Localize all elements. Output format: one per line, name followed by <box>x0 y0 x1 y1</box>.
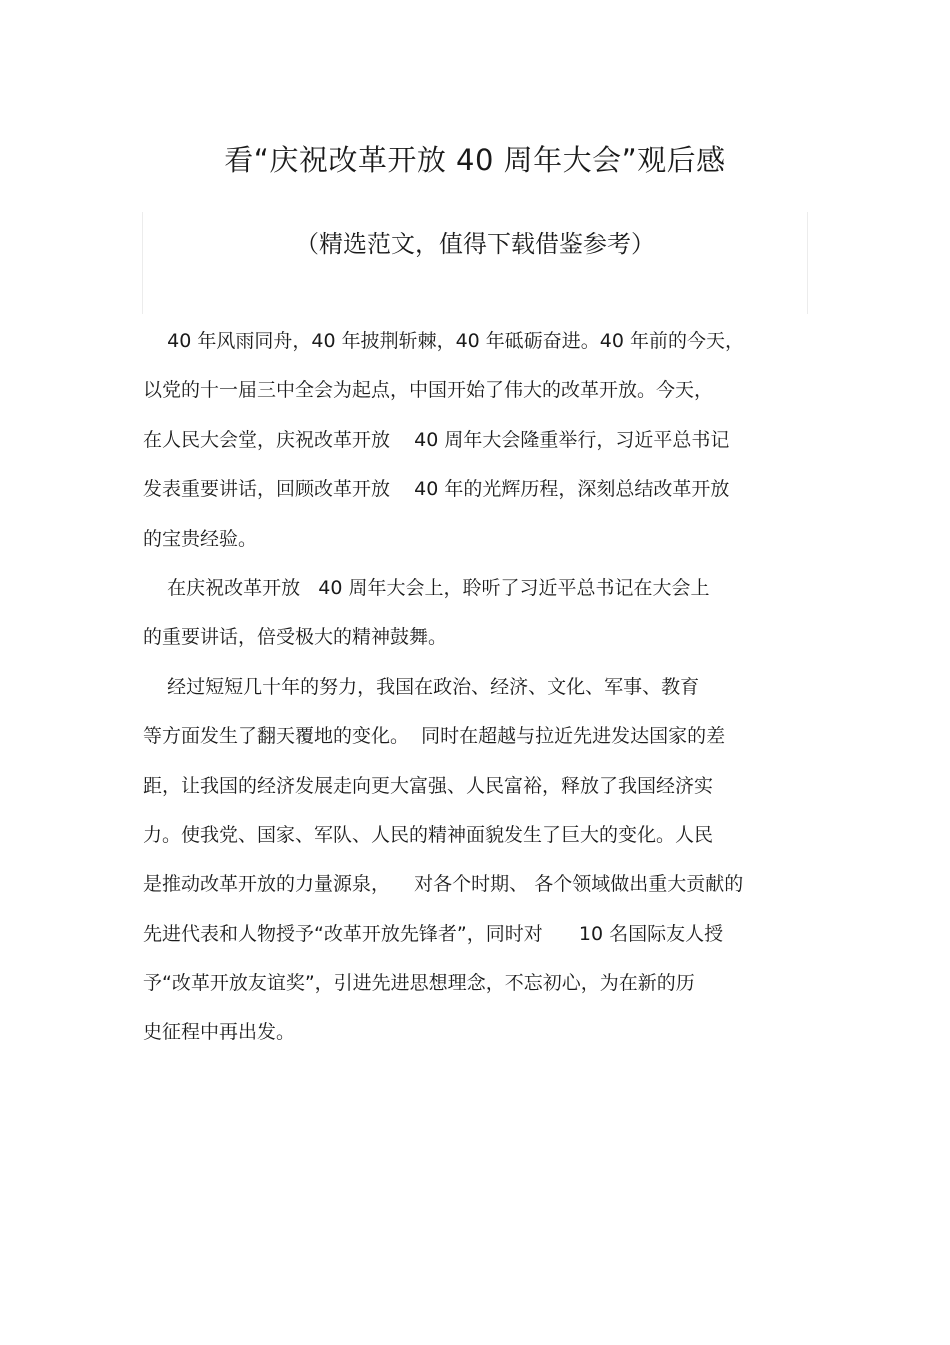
body-line: 先进代表和人物授予“改革开放先锋者”，同时对 10 名国际友人授 <box>143 922 724 945</box>
body-text <box>143 317 803 1058</box>
body-line: 以党的十一届三中全会为起点，中国开始了伟大的改革开放。今天， <box>143 379 714 402</box>
body-line: 发表重要讲话，回顾改革开放 40 年的光辉历程，深刻总结改革开放 <box>143 478 730 501</box>
body-line: 经过短短几十年的努力，我国在政治、经济、文化、军事、教育 <box>143 675 700 698</box>
body-line: 予“改革开放友谊奖”，引进先进思想理念，不忘初心，为在新的历 <box>143 972 695 995</box>
document-subtitle: （精选范文，值得下载借鉴参考） <box>295 230 655 258</box>
body-line: 在人民大会堂，庆祝改革开放 40 周年大会隆重举行，习近平总书记 <box>143 428 730 451</box>
subtitle-frame <box>142 212 808 314</box>
body-line: 力。使我党、国家、军队、人民的精神面貌发生了巨大的变化。人民 <box>143 823 714 846</box>
body-line: 距，让我国的经济发展走向更大富强、人民富裕，释放了我国经济实 <box>143 774 714 797</box>
body-line: 在庆祝改革开放 40 周年大会上，聆听了习近平总书记在大会上 <box>143 576 710 599</box>
body-line: 等方面发生了翻天覆地的变化。 同时在超越与拉近先进发达国家的差 <box>143 725 726 748</box>
body-line: 史征程中再出发。 <box>143 1021 296 1044</box>
body-line: 是推动改革开放的力量源泉， 对各个时期、 各个领域做出重大贡献的 <box>143 873 744 896</box>
body-line: 的宝贵经验。 <box>143 527 258 550</box>
body-line: 40 年风雨同舟，40 年披荆斩棘，40 年砥砺奋进。40 年前的今天， <box>143 330 745 352</box>
document-title: 看“庆祝改革开放 40 周年大会”观后感 <box>224 143 726 177</box>
body-line: 的重要讲话，倍受极大的精神鼓舞。 <box>143 626 448 649</box>
